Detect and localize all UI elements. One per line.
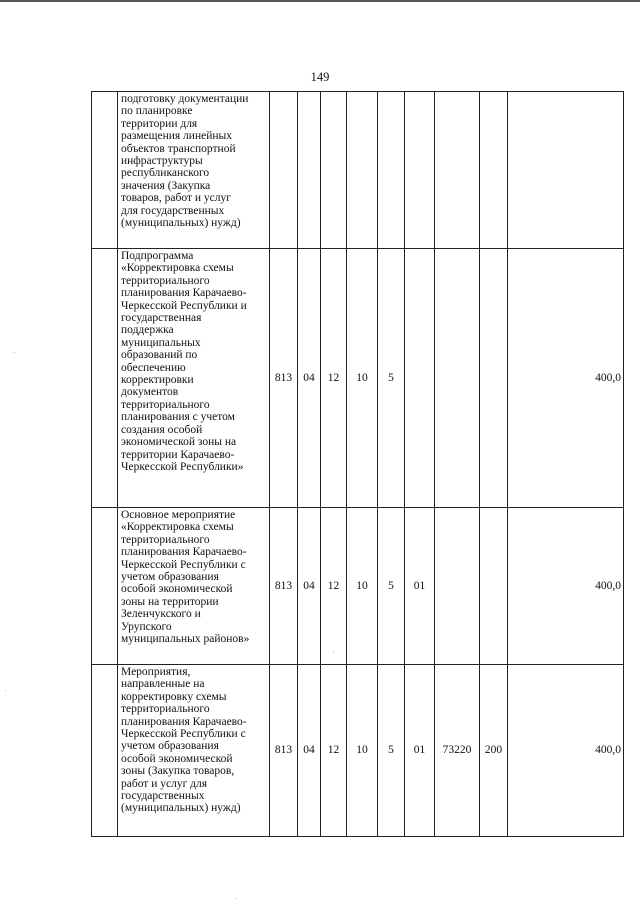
ministry-code-cell: 813: [270, 249, 298, 508]
direction-code-cell: [435, 508, 480, 665]
item-name-cell: Мероприятия, направленные на корректировку схемы территориального планирования Карачаево- Черкесской Республики с учетом образования особой экономической зоны (Закупка товаров, работ и услуг для государственных (муниципальных) нужд): [118, 665, 270, 837]
row-gutter-cell: [92, 665, 118, 837]
program-code-cell: 10: [347, 508, 378, 665]
event-code-cell: [405, 249, 435, 508]
expense-type-cell: [480, 92, 508, 249]
program-code-cell: 10: [347, 249, 378, 508]
subsection-code-cell: 12: [321, 508, 347, 665]
section-code-cell: 04: [298, 665, 321, 837]
item-name-cell: Подпрограмма «Корректировка схемы территориального планирования Карачаево- Черкесской Республики и государственная поддержка муниципальных образований по обеспечению корректировки документов территориального планирования с учетом создания особой экономической зоны на территории Карачаево- Черкесской Республики»: [118, 249, 270, 508]
page-top-edge: [0, 0, 640, 2]
ministry-code-cell: [270, 92, 298, 249]
direction-code-cell: [435, 249, 480, 508]
program-code-cell: 10: [347, 665, 378, 837]
row-gutter-cell: [92, 508, 118, 665]
direction-code-cell: 73220: [435, 665, 480, 837]
table-row: [92, 665, 624, 837]
row-gutter-cell: [92, 92, 118, 249]
section-code-cell: 04: [298, 508, 321, 665]
section-code-cell: [298, 92, 321, 249]
amount-cell: 400,0: [508, 508, 624, 665]
expense-type-cell: 200: [480, 665, 508, 837]
ministry-code-cell: 813: [270, 508, 298, 665]
direction-code-cell: [435, 92, 480, 249]
scan-speck: [5, 690, 6, 691]
subsection-code-cell: 12: [321, 665, 347, 837]
amount-cell: 400,0: [508, 249, 624, 508]
table-row: [92, 92, 624, 249]
budget-table: [91, 91, 624, 837]
subsection-code-cell: [321, 92, 347, 249]
subprogram-code-cell: 5: [378, 508, 405, 665]
table-row: [92, 249, 624, 508]
subprogram-code-cell: 5: [378, 665, 405, 837]
scan-speck: [333, 652, 334, 653]
subprogram-code-cell: [378, 92, 405, 249]
scan-speck: [236, 898, 237, 899]
ministry-code-cell: 813: [270, 665, 298, 837]
row-gutter-cell: [92, 249, 118, 508]
event-code-cell: 01: [405, 665, 435, 837]
item-name-cell: Основное мероприятие «Корректировка схемы территориального планирования Карачаево- Черкесской Республики с учетом образования особой экономической зоны на территории Зеленчукского и Урупского муниципальных районов»: [118, 508, 270, 665]
amount-cell: 400,0: [508, 665, 624, 837]
page-number: 149: [310, 70, 330, 84]
subsection-code-cell: 12: [321, 249, 347, 508]
amount-cell: [508, 92, 624, 249]
event-code-cell: 01: [405, 508, 435, 665]
table-row: [92, 508, 624, 665]
subprogram-code-cell: 5: [378, 249, 405, 508]
expense-type-cell: [480, 508, 508, 665]
event-code-cell: [405, 92, 435, 249]
program-code-cell: [347, 92, 378, 249]
item-name-cell: подготовку документации по планировке территории для размещения линейных объектов транспортной инфраструктуры республиканского значения (Закупка товаров, работ и услуг для государственных (муниципальных) нужд): [118, 92, 270, 249]
scan-speck: [14, 352, 15, 353]
section-code-cell: 04: [298, 249, 321, 508]
expense-type-cell: [480, 249, 508, 508]
